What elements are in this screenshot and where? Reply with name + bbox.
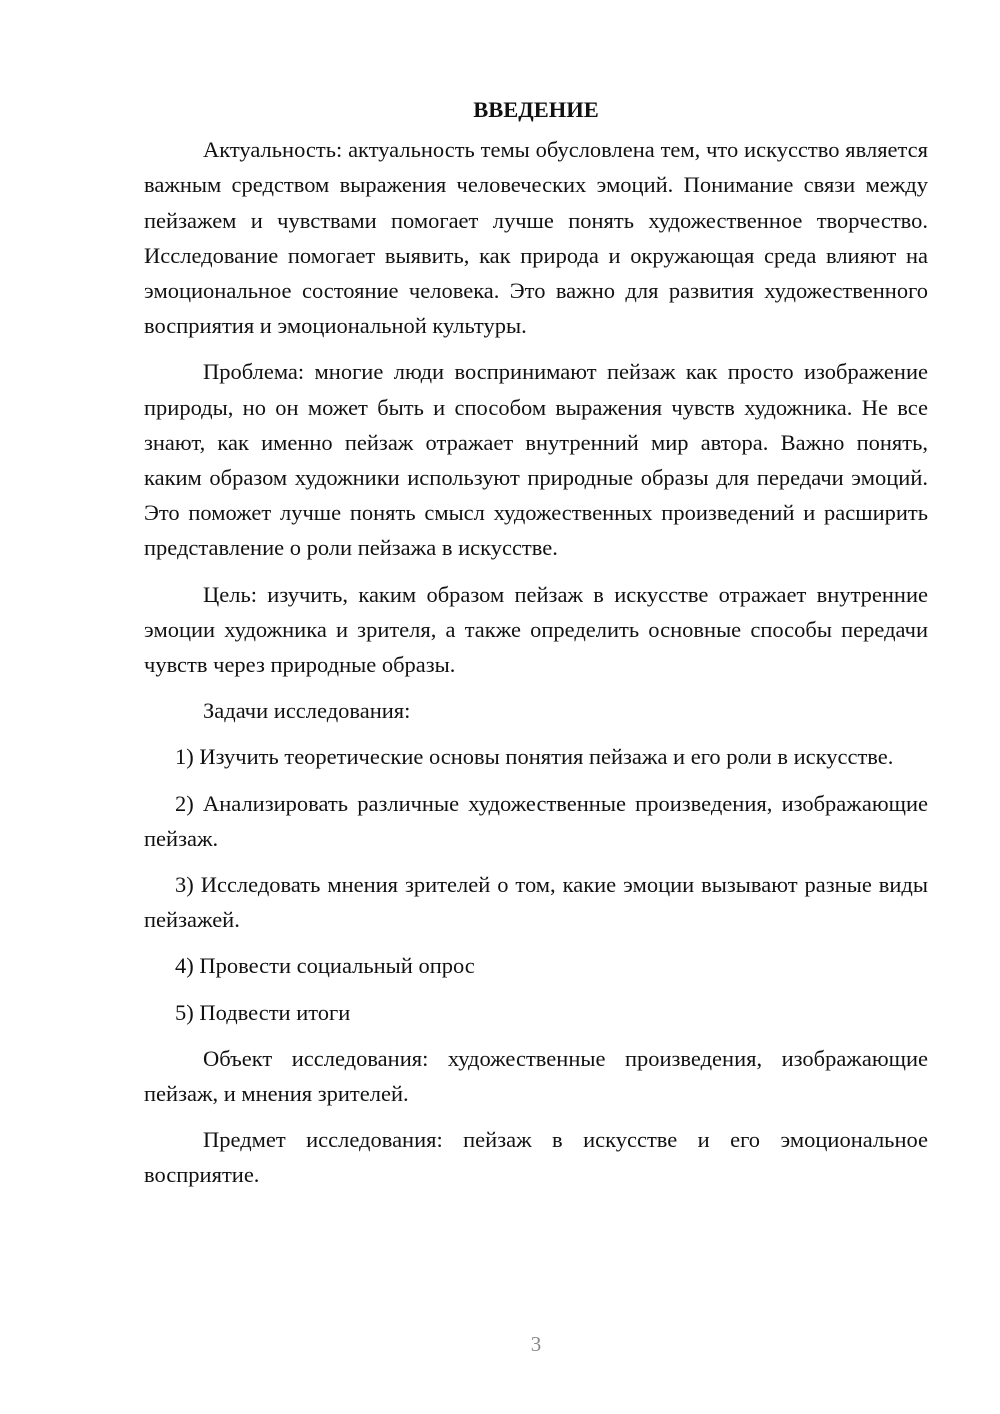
task-item-3: 3) Исследовать мнения зрителей о том, какие эмоции вызывают разные виды пейзажей. <box>144 872 928 933</box>
relevance-paragraph: Актуальность: актуальность темы обусловлена тем, что искусство является важным средством выражения человеческих эмоций. Понимание связи между пейзажем и чувствами помогает лучше понять художественное творчество. Исследование помогает выявить, как природа и окружающая среда влияют на эмоциональное состояние человека. Это важно для развития художественного восприятия и эмоциональной культуры. <box>144 137 928 339</box>
section-title: ВВЕДЕНИЕ <box>473 97 599 122</box>
goal-paragraph: Цель: изучить, каким образом пейзаж в искусстве отражает внутренние эмоции художника и зрителя, а также определить основные способы передачи чувств через природные образы. <box>144 581 928 678</box>
subject-paragraph: Предмет исследования: пейзаж в искусстве и его эмоциональное восприятие. <box>144 1127 928 1188</box>
page-content <box>144 92 928 1204</box>
task-item-5: 5) Подвести итоги <box>175 999 351 1025</box>
problem-paragraph: Проблема: многие люди воспринимают пейзаж как просто изображение природы, но он может быть и способом выражения чувств художника. Не все знают, как именно пейзаж отражает внутренний мир автора. Важно понять, каким образом художники используют природные образы для передачи эмоций. Это поможет лучше понять смысл художественных произведений и расширить представление о роли пейзажа в искусстве. <box>144 359 928 561</box>
page-number: 3 <box>530 1332 542 1356</box>
object-paragraph: Объект исследования: художественные произведения, изображающие пейзаж, и мнения зрителей. <box>144 1045 928 1107</box>
task-item-4: 4) Провести социальный опрос <box>175 953 475 979</box>
tasks-heading: Задачи исследования: <box>203 698 411 724</box>
task-item-1: 1) Изучить теоретические основы понятия пейзажа и его роли в искусстве. <box>175 744 894 770</box>
task-item-2: 2) Анализировать различные художественные произведения, изображающие пейзаж. <box>144 790 928 851</box>
